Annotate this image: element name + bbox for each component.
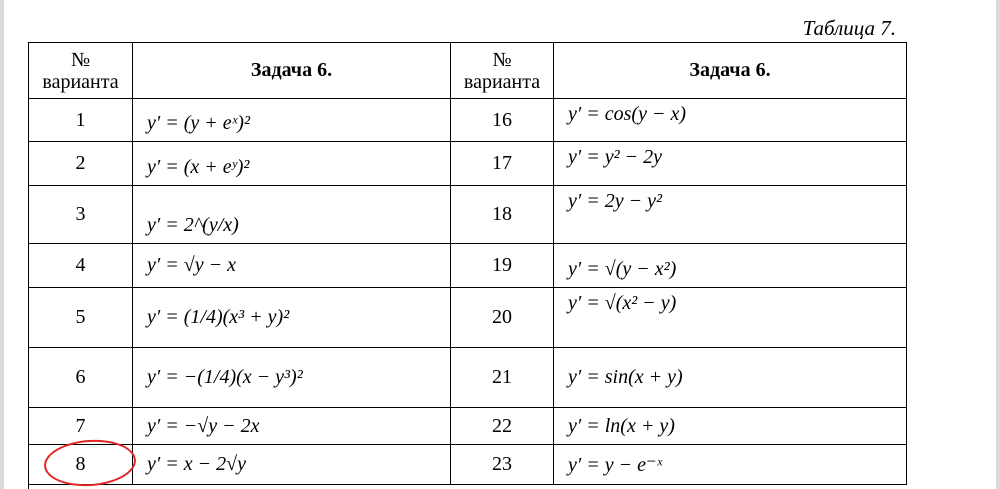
table-continuation bbox=[28, 484, 907, 489]
variant-number: 3 bbox=[29, 186, 133, 244]
variant-number: 4 bbox=[29, 244, 133, 288]
formula: y′ = (1/4)(x³ + y)² bbox=[133, 288, 451, 348]
table-row bbox=[29, 142, 907, 186]
table-row bbox=[29, 288, 907, 348]
formula: y′ = cos(y − x) bbox=[554, 99, 907, 142]
formula: y′ = 2^(y/x) bbox=[133, 186, 451, 244]
table-row bbox=[29, 99, 907, 142]
variant-number-highlighted bbox=[29, 445, 133, 485]
table-header-row bbox=[29, 43, 907, 99]
header-task-left: Задача 6. bbox=[133, 43, 451, 99]
variant-number: 22 bbox=[451, 408, 554, 445]
table-row bbox=[29, 348, 907, 408]
table-row bbox=[29, 408, 907, 445]
header-variant-number-left bbox=[29, 43, 133, 99]
formula: y′ = (x + eʸ)² bbox=[133, 142, 451, 186]
variant-number: 19 bbox=[451, 244, 554, 288]
formula: y′ = √(x² − y) bbox=[554, 288, 907, 348]
formula: y′ = √y − x bbox=[133, 244, 451, 288]
header-variant-number-right bbox=[451, 43, 554, 99]
table-row bbox=[29, 244, 907, 288]
variant-number-text: 8 bbox=[75, 453, 86, 475]
variant-number: 7 bbox=[29, 408, 133, 445]
variant-number: 2 bbox=[29, 142, 133, 186]
formula: y′ = 2y − y² bbox=[554, 186, 907, 244]
formula: y′ = x − 2√y bbox=[133, 445, 451, 485]
header-variant-label: варианта bbox=[463, 70, 541, 93]
viewer-edge-left bbox=[0, 0, 4, 489]
variant-number: 6 bbox=[29, 348, 133, 408]
viewer-edge-right bbox=[996, 0, 1000, 489]
table-row bbox=[29, 445, 907, 485]
header-num-symbol: № bbox=[70, 48, 91, 71]
formula: y′ = y − e⁻ˣ bbox=[554, 445, 907, 485]
variant-number: 1 bbox=[29, 99, 133, 142]
formula: y′ = sin(x + y) bbox=[554, 348, 907, 408]
red-circle-annotation bbox=[42, 437, 137, 489]
variant-number: 18 bbox=[451, 186, 554, 244]
formula: y′ = −√y − 2x bbox=[133, 408, 451, 445]
variant-number: 21 bbox=[451, 348, 554, 408]
variant-number: 5 bbox=[29, 288, 133, 348]
formula: y′ = √(y − x²) bbox=[554, 244, 907, 288]
variant-number: 23 bbox=[451, 445, 554, 485]
formula: y′ = ln(x + y) bbox=[554, 408, 907, 445]
header-task-right: Задача 6. bbox=[554, 43, 907, 99]
formula: y′ = y² − 2y bbox=[554, 142, 907, 186]
variants-table bbox=[28, 42, 907, 485]
variant-number: 17 bbox=[451, 142, 554, 186]
table-caption: Таблица 7. bbox=[802, 16, 896, 40]
header-variant-label: варианта bbox=[42, 70, 119, 93]
variant-number-label bbox=[76, 453, 86, 476]
header-num-symbol: № bbox=[492, 48, 512, 71]
table-row bbox=[29, 186, 907, 244]
variant-number: 20 bbox=[451, 288, 554, 348]
formula: y′ = (y + eˣ)² bbox=[133, 99, 451, 142]
variant-number: 16 bbox=[451, 99, 554, 142]
formula: y′ = −(1/4)(x − y³)² bbox=[133, 348, 451, 408]
